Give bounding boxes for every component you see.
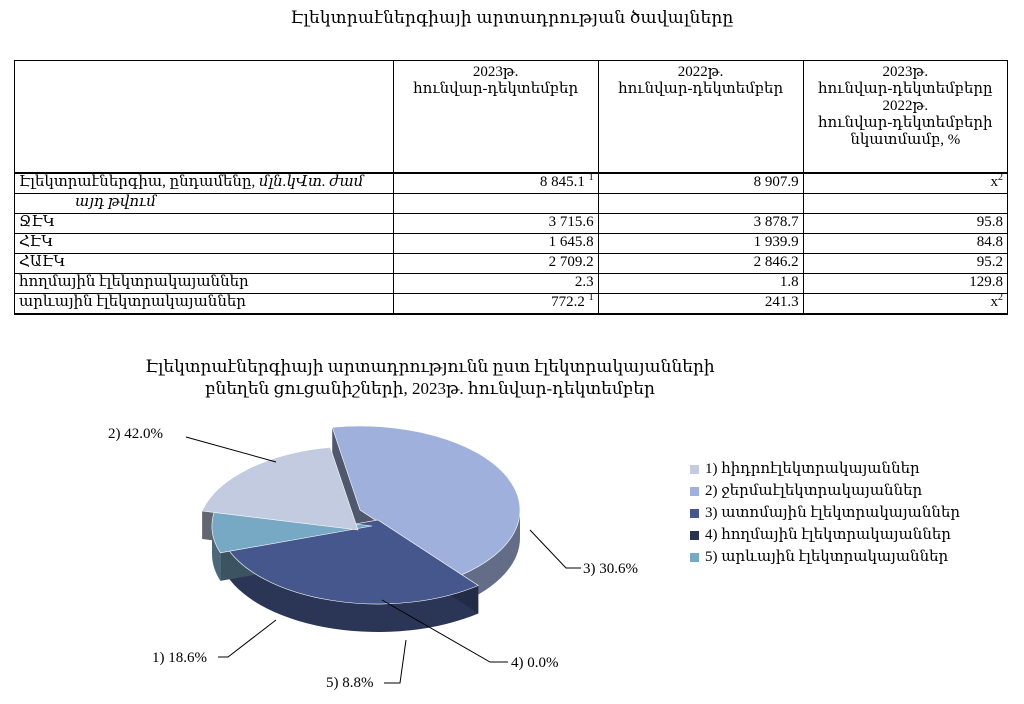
value-2023: 3 715.6	[548, 214, 594, 230]
legend-label: 1) հիդրոէլեկտրակայաններ	[705, 461, 920, 477]
leader-line-3	[530, 530, 581, 568]
data-label-2: 2) 42.0%	[108, 426, 163, 442]
legend-label: 4) հողմային էլեկտրակայաններ	[705, 527, 951, 543]
legend-item	[690, 546, 960, 568]
value-pct: 95.2	[803, 254, 1007, 274]
header-pct-line5: նկատմամբ, %	[850, 132, 961, 148]
total-2022-value: 8 907.9	[753, 174, 799, 190]
leader-line-1	[218, 620, 276, 657]
chart-title-line2: բնեղեն ցուցանիշների, 2023թ. հունվար-դեկտեմբեր	[205, 379, 655, 398]
value-2022: 2 846.2	[598, 254, 803, 274]
value-2022: 3 878.7	[598, 214, 803, 234]
legend-label: 3) ատոմային էլեկտրակայաններ	[705, 505, 961, 521]
legend-swatch	[690, 509, 699, 518]
value-pct: 129.8	[803, 274, 1007, 294]
row-label: հողմային էլեկտրակայաններ	[15, 274, 394, 294]
value-pct: 84.8	[803, 234, 1007, 254]
legend-item	[690, 480, 960, 502]
legend-swatch	[690, 553, 699, 562]
total-pct-value: x	[990, 174, 998, 190]
header-pct-line1: 2023թ.	[882, 64, 929, 80]
total-2023-value: 8 845.1	[539, 174, 585, 190]
header-pct-line4: հունվար-դեկտեմբերի	[818, 115, 993, 131]
footnote-mark: 2	[998, 172, 1003, 183]
footnote-mark: 1	[588, 172, 594, 183]
value-2022: 1.8	[598, 274, 803, 294]
legend-item	[690, 524, 960, 546]
value-2023: 1 645.8	[548, 234, 594, 250]
data-label-3: 3) 30.6%	[583, 561, 638, 577]
row-label: ՋԷԿ	[15, 214, 394, 234]
header-2022-period: հունվար-դեկտեմբեր	[618, 81, 784, 97]
sub-label: այդ թվում	[75, 194, 156, 210]
value-2023: 2.3	[574, 274, 594, 290]
total-label: Էլեկտրաէներգիա, ընդամենը,	[19, 174, 256, 190]
header-pct-line3: 2022թ.	[882, 98, 929, 114]
value-2022: 1 939.9	[598, 234, 803, 254]
header-2022-year: 2022թ.	[677, 64, 724, 80]
value-pct: 95.8	[803, 214, 1007, 234]
header-pct-line2: հունվար-դեկտեմբերը	[818, 81, 993, 97]
row-label: ՀԱԷԿ	[15, 254, 394, 274]
data-label-4: 4) 0.0%	[511, 655, 559, 671]
value-2023: 2 709.2	[548, 254, 594, 270]
document-title: Էլեկտրաէներգիայի արտադրության ծավալները	[290, 8, 734, 27]
value-pct: x	[990, 294, 998, 310]
row-label: ՀԷԿ	[15, 234, 394, 254]
data-label-1: 1) 18.6%	[152, 650, 207, 666]
legend-swatch	[690, 487, 699, 496]
data-label-5: 5) 8.8%	[326, 675, 374, 691]
row-label: արևային էլեկտրակայաններ	[15, 294, 394, 315]
leader-line-5	[384, 640, 406, 683]
legend-item	[690, 458, 960, 480]
chart-title-line1: Էլեկտրաէներգիայի արտադրությունն ըստ էլեկտրակայանների	[145, 357, 715, 376]
value-2022: 241.3	[598, 294, 803, 315]
chart-legend	[690, 458, 960, 568]
legend-label: 5) արևային էլեկտրակայաններ	[705, 549, 949, 565]
leader-line-2	[186, 437, 276, 462]
unit-label: մլն.կՎտ. ժամ	[259, 174, 364, 190]
header-2023-period: հունվար-դեկտեմբեր	[413, 81, 579, 97]
footnote-mark: 1	[588, 292, 594, 303]
legend-label: 2) ջերմաէլեկտրակայաններ	[705, 483, 923, 499]
legend-swatch	[690, 465, 699, 474]
header-2023-year: 2023թ.	[472, 64, 519, 80]
footnote-mark: 2	[998, 292, 1003, 303]
value-2023: 772.2	[551, 294, 585, 310]
legend-swatch	[690, 531, 699, 540]
legend-item	[690, 502, 960, 524]
